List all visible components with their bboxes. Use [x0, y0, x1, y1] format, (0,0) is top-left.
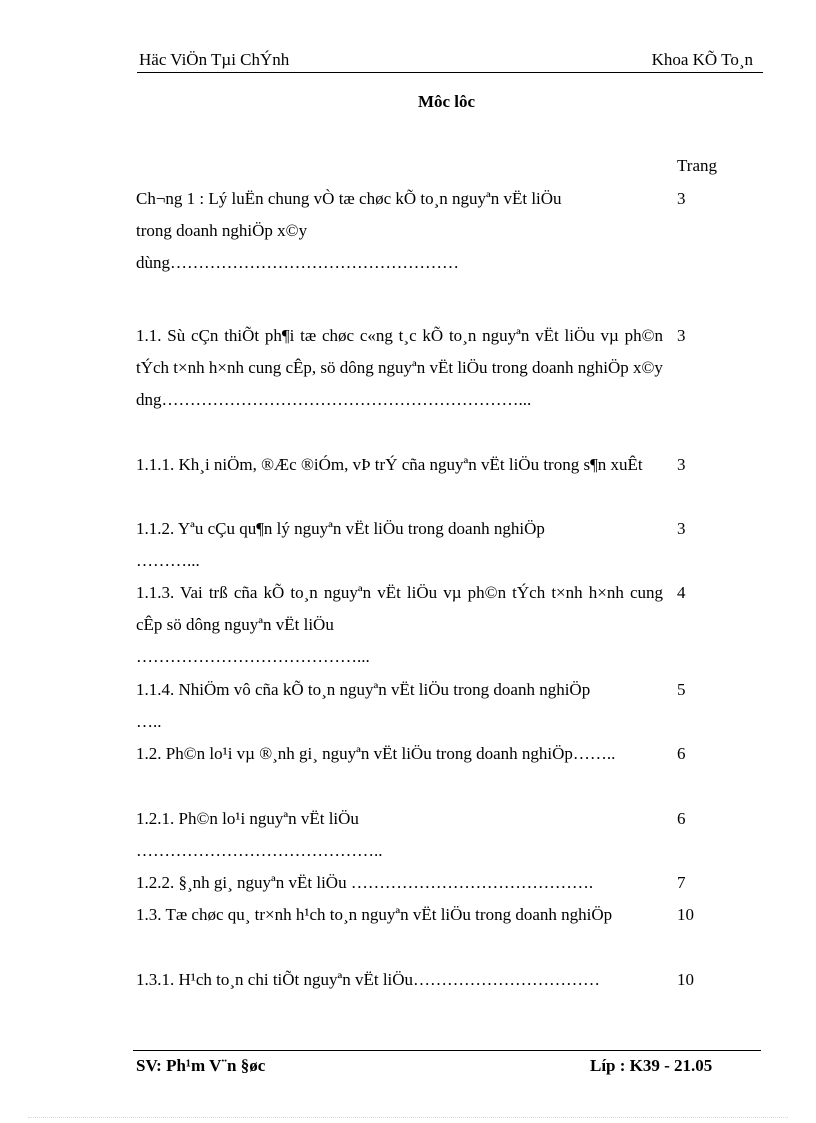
- toc-entry-line: 1.3. Tæ chøc qu¸ tr×nh h¹ch to¸n nguyªn vËt liÖu trong doanh nghiÖp: [136, 905, 613, 924]
- toc-entry: [136, 449, 663, 481]
- toc-entry: [136, 320, 663, 416]
- toc-entry: [136, 964, 663, 996]
- toc-entry-page: 3: [677, 455, 686, 474]
- toc-entry-page: 4: [677, 583, 686, 602]
- toc-entry-page: 10: [677, 970, 694, 989]
- toc-entry-line: 1.1.3. Vai trß cña kÕ to¸n nguyªn vËt liÖu vµ ph©n tÝch t×nh h×nh cung cÊp sö dông nguyªn vËt liÖu: [136, 583, 663, 634]
- toc-entry-line: trong doanh nghiÖp x©y: [136, 221, 308, 240]
- page-header: [137, 50, 763, 73]
- footer-rule: [133, 1050, 761, 1051]
- toc-entry-line: ……………………………………..: [136, 841, 383, 860]
- toc-entry-line: 1.2. Ph©n lo¹i vµ ®¸nh gi¸ nguyªn vËt liÖu trong doanh nghiÖp……..: [136, 744, 616, 763]
- toc-entry: [136, 577, 663, 673]
- toc-entry-line: dùng……………………………………………: [136, 253, 459, 272]
- toc-entry-line: …..: [136, 712, 162, 731]
- page-column-label: Trang: [677, 156, 717, 175]
- toc-entry: [136, 738, 663, 770]
- toc-entry-page: 6: [677, 744, 686, 763]
- toc-entry-line: 1.1.4. NhiÖm vô cña kÕ to¸n nguyªn vËt liÖu trong doanh nghiÖp: [136, 680, 591, 699]
- toc-entry: [136, 899, 663, 931]
- toc-entry: [136, 867, 663, 899]
- toc-entry-page: 3: [677, 326, 686, 345]
- header-institution: Häc ViÖn Tµi ChÝnh: [139, 50, 290, 69]
- toc-entry-line: 1.1.1. Kh¸i niÖm, ®Æc ®iÓm, vÞ trÝ cña nguyªn vËt liÖu trong s¶n xuÊt: [136, 455, 643, 474]
- toc-entry-page: 3: [677, 189, 686, 208]
- toc-entry-line: …………………………………...: [136, 647, 370, 666]
- toc-entry-line: 1.1. Sù cÇn thiÕt ph¶i tæ chøc c«ng t¸c kÕ to¸n nguyªn vËt liÖu vµ ph©n tÝch t×nh h×nh cung cÊp, sö dông nguyªn vËt liÖu trong doanh nghiÖp x©y: [136, 326, 663, 377]
- toc-entry-line: 1.1.2. Yªu cÇu qu¶n lý nguyªn vËt liÖu trong doanh nghiÖp: [136, 519, 545, 538]
- toc-entry-line: Ch¬ng 1 : Lý luËn chung vÒ tæ chøc kÕ to¸n nguyªn vËt liÖu: [136, 189, 562, 208]
- toc-entry: [136, 674, 663, 738]
- footer-student: SV: Ph¹m V¨n §øc: [136, 1056, 266, 1075]
- toc-entry: [136, 513, 663, 577]
- toc-entry-page: 10: [677, 905, 694, 924]
- header-department: Khoa KÕ To¸n: [651, 50, 753, 69]
- toc-entry: [136, 183, 663, 279]
- toc-entry-page: 5: [677, 680, 686, 699]
- toc-entry-line: 1.3.1. H¹ch to¸n chi tiÕt nguyªn vËt liÖu……………………………: [136, 970, 601, 989]
- page-bottom-edge: [28, 1117, 788, 1118]
- footer-class: Líp : K39 - 21.05: [590, 1056, 713, 1075]
- toc-entry-page: 7: [677, 873, 686, 892]
- toc-entry-page: 3: [677, 519, 686, 538]
- toc-entry-line: ………...: [136, 551, 200, 570]
- toc-entry-page: 6: [677, 809, 686, 828]
- toc-entry: [136, 803, 663, 867]
- toc-entry-line: 1.2.1. Ph©n lo¹i nguyªn vËt liÖu: [136, 809, 359, 828]
- toc-entry-line: dng………………………………………………………...: [136, 390, 532, 409]
- toc-entry-line: 1.2.2. §¸nh gi¸ nguyªn vËt liÖu …………………………………….: [136, 873, 594, 892]
- toc-title: Môc lôc: [417, 92, 476, 111]
